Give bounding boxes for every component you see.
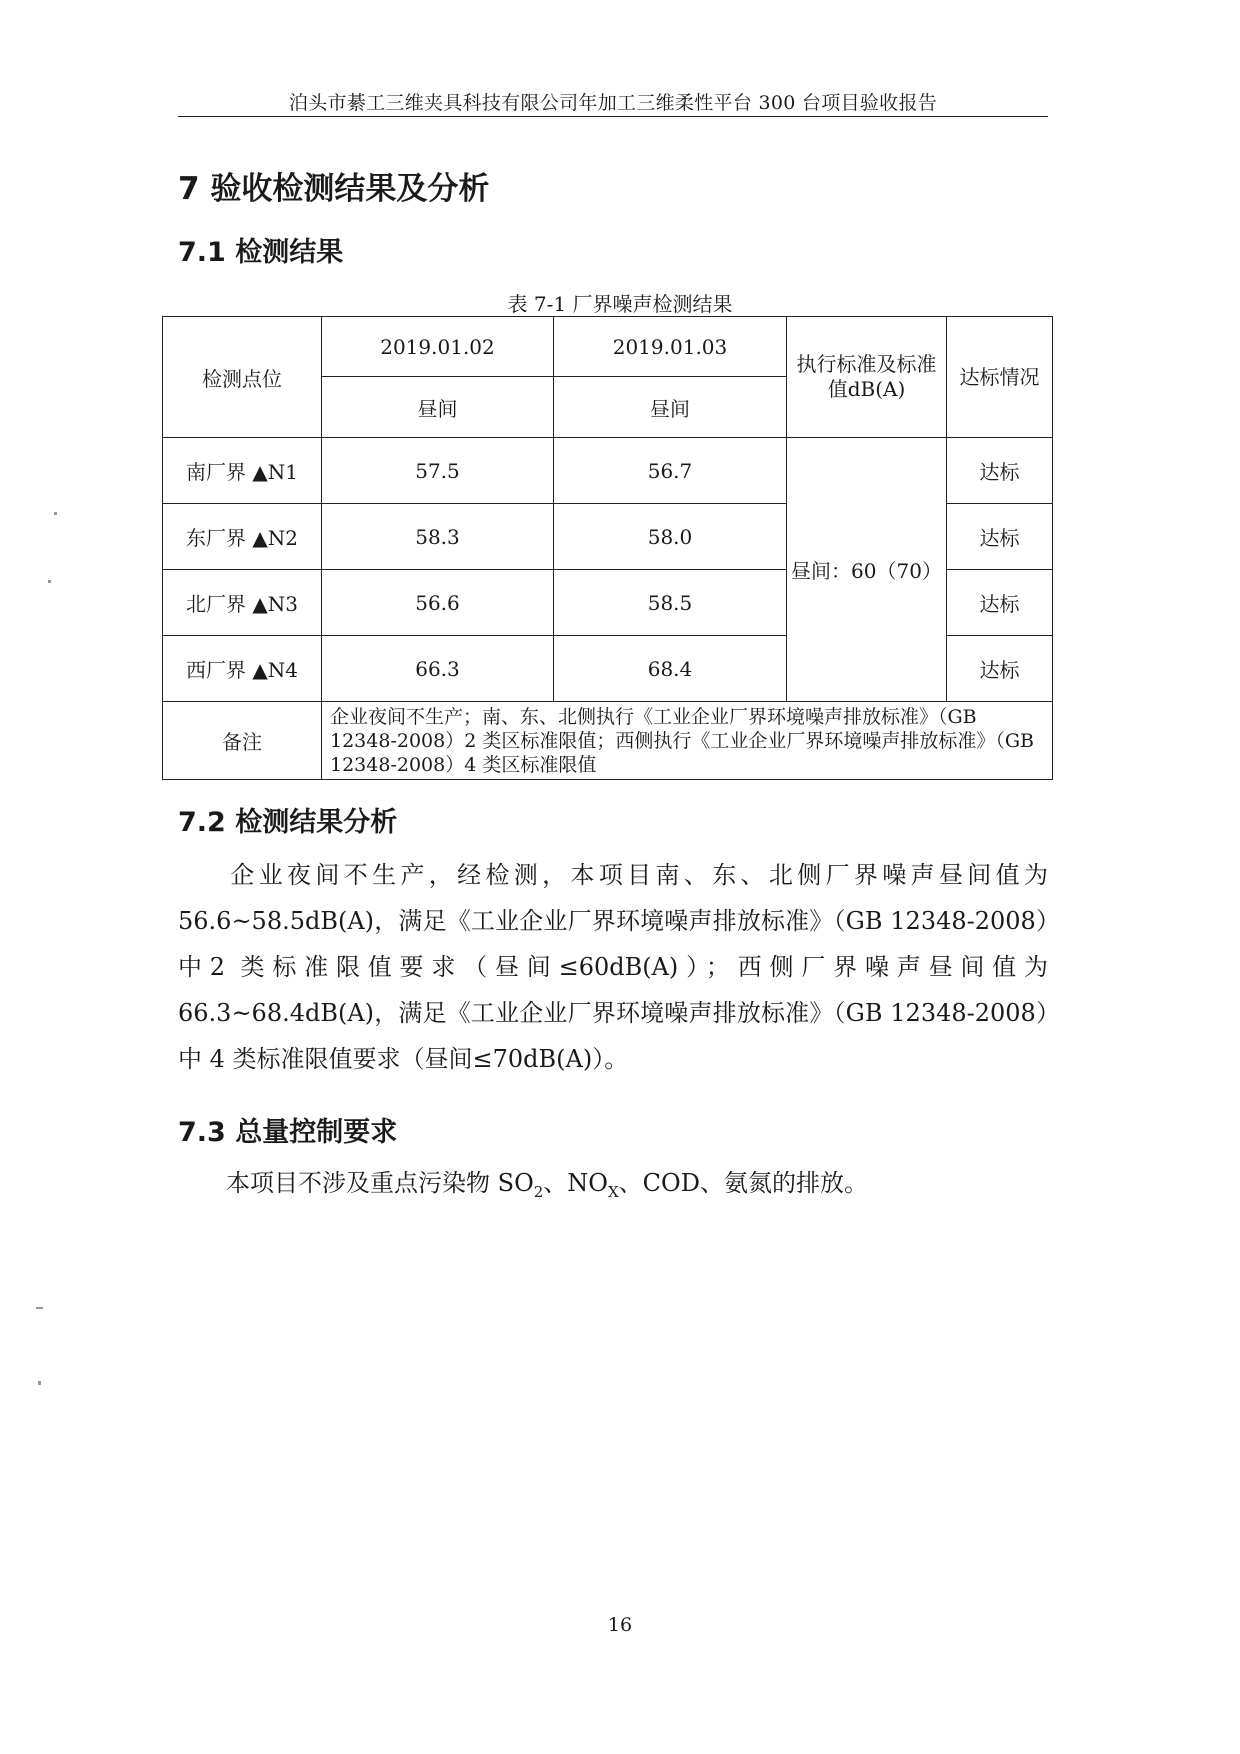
row-point: 南厂界 ▲N1 xyxy=(163,438,322,504)
total-control-text-3: 、COD、氨氮的排放。 xyxy=(618,1169,868,1197)
row-value-day1: 66.3 xyxy=(322,636,554,702)
header-compliance: 达标情况 xyxy=(947,317,1053,438)
row-value-day2: 58.5 xyxy=(554,570,787,636)
note-label: 备注 xyxy=(163,702,322,780)
page-number: 16 xyxy=(607,1614,633,1636)
section-7-2-title: 7.2 检测结果分析 xyxy=(178,807,398,838)
row-value-day2: 68.4 xyxy=(554,636,787,702)
header-date-2: 2019.01.03 xyxy=(554,317,787,377)
row-point: 西厂界 ▲N4 xyxy=(163,636,322,702)
scan-speck xyxy=(54,512,57,515)
so2-subscript: 2 xyxy=(533,1182,544,1201)
row-result: 达标 xyxy=(947,570,1053,636)
total-control-text-1: 本项目不涉及重点污染物 SO xyxy=(226,1169,534,1197)
header-period-2: 昼间 xyxy=(554,377,787,438)
section-7-3-title: 7.3 总量控制要求 xyxy=(178,1117,398,1148)
row-result: 达标 xyxy=(947,636,1053,702)
scan-speck xyxy=(48,580,51,583)
header-rule xyxy=(178,116,1048,117)
row-value-day1: 58.3 xyxy=(322,504,554,570)
table-note-row xyxy=(163,702,1053,780)
note-text: 企业夜间不生产；南、东、北侧执行《工业企业厂界环境噪声排放标准》（GB 12348-2008）2 类区标准限值；西侧执行《工业企业厂界环境噪声排放标准》（GB 12348-2008）4 类区标准限值 xyxy=(322,702,1053,780)
nox-subscript: X xyxy=(607,1182,619,1201)
row-result: 达标 xyxy=(947,438,1053,504)
standard-value-cell: 昼间：60（70） xyxy=(787,438,947,702)
scan-speck xyxy=(36,1307,43,1309)
table-caption: 表 7-1 厂界噪声检测结果 xyxy=(507,292,733,316)
row-value-day1: 57.5 xyxy=(322,438,554,504)
table-header-row xyxy=(163,317,1053,377)
analysis-text: 企业夜间不生产，经检测，本项目南、东、北侧厂界噪声昼间值为56.6~58.5dB(A)，满足《工业企业厂界环境噪声排放标准》（GB 12348-2008）中2 类标准限值要求（昼间≤60dB(A)）；西侧厂界噪声昼间值为 66.3~68.4dB(A)，满足《工业企业厂界环境噪声排放标准》（GB 12348-2008）中 4 类标准限值要求（昼间≤70dB(A)）。 xyxy=(178,861,1048,1073)
total-control-paragraph xyxy=(178,1160,1048,1215)
header-date-1: 2019.01.02 xyxy=(322,317,554,377)
row-result: 达标 xyxy=(947,504,1053,570)
row-value-day1: 56.6 xyxy=(322,570,554,636)
total-control-text-2: 、NO xyxy=(543,1169,608,1197)
table-row xyxy=(163,438,1053,504)
section-7-1-title: 7.1 检测结果 xyxy=(178,237,344,268)
header-detection-point: 检测点位 xyxy=(163,317,322,438)
page-header: 泊头市綦工三维夹具科技有限公司年加工三维柔性平台 300 台项目验收报告 xyxy=(288,92,938,114)
row-value-day2: 58.0 xyxy=(554,504,787,570)
row-value-day2: 56.7 xyxy=(554,438,787,504)
row-point: 东厂界 ▲N2 xyxy=(163,504,322,570)
header-standard: 执行标准及标准值dB(A) xyxy=(787,317,947,438)
scan-speck xyxy=(38,1381,41,1385)
analysis-paragraph xyxy=(178,852,1048,1082)
noise-results-table xyxy=(162,316,1053,780)
row-point: 北厂界 ▲N3 xyxy=(163,570,322,636)
chapter-title: 7 验收检测结果及分析 xyxy=(178,171,490,207)
header-period-1: 昼间 xyxy=(322,377,554,438)
